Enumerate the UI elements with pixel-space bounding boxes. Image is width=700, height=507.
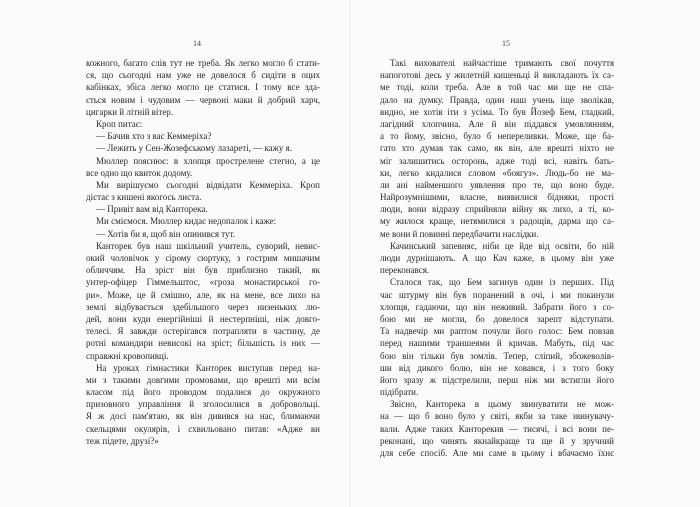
text-line: обличчям. На зріст він був приблизно такий, як: [86, 265, 320, 276]
text-line: ме вони й повинні передбачити наслідки.: [380, 228, 539, 239]
text-line: кожного, багато слів тут не треба. Як легко могло б стати-: [86, 58, 320, 68]
text-line: лагідний хлопчина. Але й він піддався умовлянням,: [380, 118, 614, 129]
text-line: підібрати.: [380, 387, 419, 398]
text-line: ли ані найменшого уявлення про те, що воно буде.: [380, 179, 614, 190]
text-line: дало на думку. Правда, один наш учень іще зволікав,: [380, 94, 614, 105]
page-number: 14: [193, 39, 201, 48]
text-line: Ми сміємося. Мюллер кидає недопалок і каже:: [96, 216, 277, 227]
text-line: ми з такими довгими промовами, що врешті ми всім: [86, 374, 320, 385]
text-line: унтер-офіцер Гіммельштос, «гроза монастирської го-: [86, 277, 320, 288]
text-line: на — що б воно було у світі, якби за таке звинувачу-: [380, 411, 614, 422]
right-page: [350, 0, 700, 507]
text-line: цигарки й літній вітер.: [86, 106, 174, 117]
text-line: — Бачив хто з вас Кеммеріха?: [96, 131, 212, 142]
text-line: ся, що сьогодні нам уже не довелося б сидіти в оцих: [86, 70, 320, 81]
text-line: вали. Адже таких Канторекив — тисячі, і всі вони пе-: [380, 423, 614, 434]
text-line: перед нашими траншеями й кричав. Мабуть, під час: [380, 338, 614, 349]
text-line: — Лежить у Сен-Жозефському лазареті, — кажу я.: [96, 143, 292, 154]
text-line: Найрозумнішими, власне, виявилися бідняки, прості: [380, 192, 614, 203]
page-text: [380, 57, 614, 459]
text-line: його зразу ж підстрелили, перш ніж ми встигли його: [380, 374, 614, 385]
text-line: ме тоді, коли треба. Але в той час ми ще не спа-: [380, 82, 614, 93]
text-line: бою ми не могли, бо довелося зарепт відступати.: [380, 313, 614, 324]
text-line: Такі вихователі найчастіше тримають свої почуття: [390, 58, 614, 68]
text-line: справжні кровопивці.: [86, 350, 169, 361]
text-line: люди дурнішають. А що Кач каже, в цьому він уже: [380, 253, 614, 263]
text-line: — Хотів би я, щоб він опинився тут.: [96, 228, 236, 239]
text-line: ротні командири невисокі на зріст; більшість із них —: [86, 338, 320, 349]
text-line: призовного управління й зголосилися в добровольці.: [86, 399, 320, 410]
text-line: Канторек був наш шкільний учитель, суворий, невис-: [96, 240, 320, 251]
text-line: гато хто думав так само, як він, але врешті ніхто не: [380, 143, 614, 154]
text-line: для себе спосіб. Але ми саме в цьому і вбачаємо їхнє: [380, 448, 614, 458]
text-line: Качинський запевняє, ніби це йде від освіти, бо ній: [390, 240, 614, 251]
text-line: скельцями окулярів, і схвильовано питав: «Адже ви: [86, 423, 320, 434]
text-line: На уроках гімнастики Канторек виступав перед на-: [96, 362, 320, 373]
text-line: Звісно, Канторека в цьому звинуватити не мож-: [390, 399, 614, 410]
text-line: окий чоловічок у сірому сюртуку, з гострим мишачим: [86, 253, 320, 263]
text-line: міг залишитись осторонь, адже тоді всі, навіть бать-: [380, 155, 614, 166]
text-line: класом під його проводом подалися до окружного: [86, 387, 320, 398]
text-line: — Привіт вам від Канторека.: [96, 204, 208, 215]
text-line: му жилося краще, нетямилися з радощів, дарма що са-: [380, 216, 614, 227]
text-line: дістає з кишені якогось листа.: [86, 192, 202, 203]
text-line: Я ж досі пам'ятаю, як він дивився на нас, блимаючи: [86, 411, 320, 422]
text-line: а то йому, звісно, було б непереливки. Може, ще ба-: [380, 131, 614, 142]
text-line: ється новим і чудовим — червоні маки й добрий харч,: [86, 94, 320, 105]
text-line: землі відбувається здебільшого через низеньких лю-: [86, 301, 320, 312]
text-line: дей, вони куди енергійніші й нестерпніші, ніж довго-: [86, 313, 320, 324]
text-line: видно, не хотів іти з усіма. То був Йозеф Бем, гладкий,: [380, 106, 614, 117]
text-line: кабінках, збіса легко могло це статися. І тому все зда-: [86, 82, 320, 93]
text-line: реконані, що чинять якнайкраще та ще й у зручний: [380, 435, 614, 446]
text-line: хлопця, гадаючи, що він неживий. Забрати його з со-: [380, 301, 614, 312]
text-line: напоготові десь у жилетній кишеньці й викладають їх са-: [380, 70, 614, 81]
text-line: Ми вирішуємо сьогодні відвідати Кеммеріха. Кроп: [96, 179, 320, 190]
text-line: Кроп питає:: [96, 118, 143, 129]
text-line: ши від дикого болю, він не ховався, і з того боку: [380, 362, 614, 373]
page-text: [86, 57, 320, 447]
text-line: ри». Може, це й смішно, але, як на мене, все лихо на: [86, 289, 320, 300]
text-line: теж підете, друзі?»: [86, 435, 159, 446]
text-line: Мюллер пояснює: в хлопця прострелене стегно, а це: [96, 155, 320, 166]
text-line: телесі. Я завжди остерігався потрапляти в частину, де: [86, 326, 320, 337]
text-line: Та надвечір ми раптом почули його голос: Бем повзав: [380, 326, 614, 337]
page-number: 15: [502, 39, 510, 48]
text-line: переконався.: [380, 265, 430, 276]
text-line: бою він тільки був зомлів. Тепер, сліпий, збожеволів-: [380, 350, 614, 361]
text-line: час штурму він був поранений в очі, і ми покинули: [380, 289, 614, 300]
text-line: люди, вони відразу сприйняли війну як лихо, а ті, ко-: [380, 204, 614, 215]
text-line: все одно що квиток додому.: [86, 167, 193, 178]
text-line: ки, легко кидалися словом «боягуз». Людь-бо не ма-: [380, 167, 614, 178]
text-line: Сталося так, що Бем загинув один із перших. Під: [390, 277, 614, 288]
